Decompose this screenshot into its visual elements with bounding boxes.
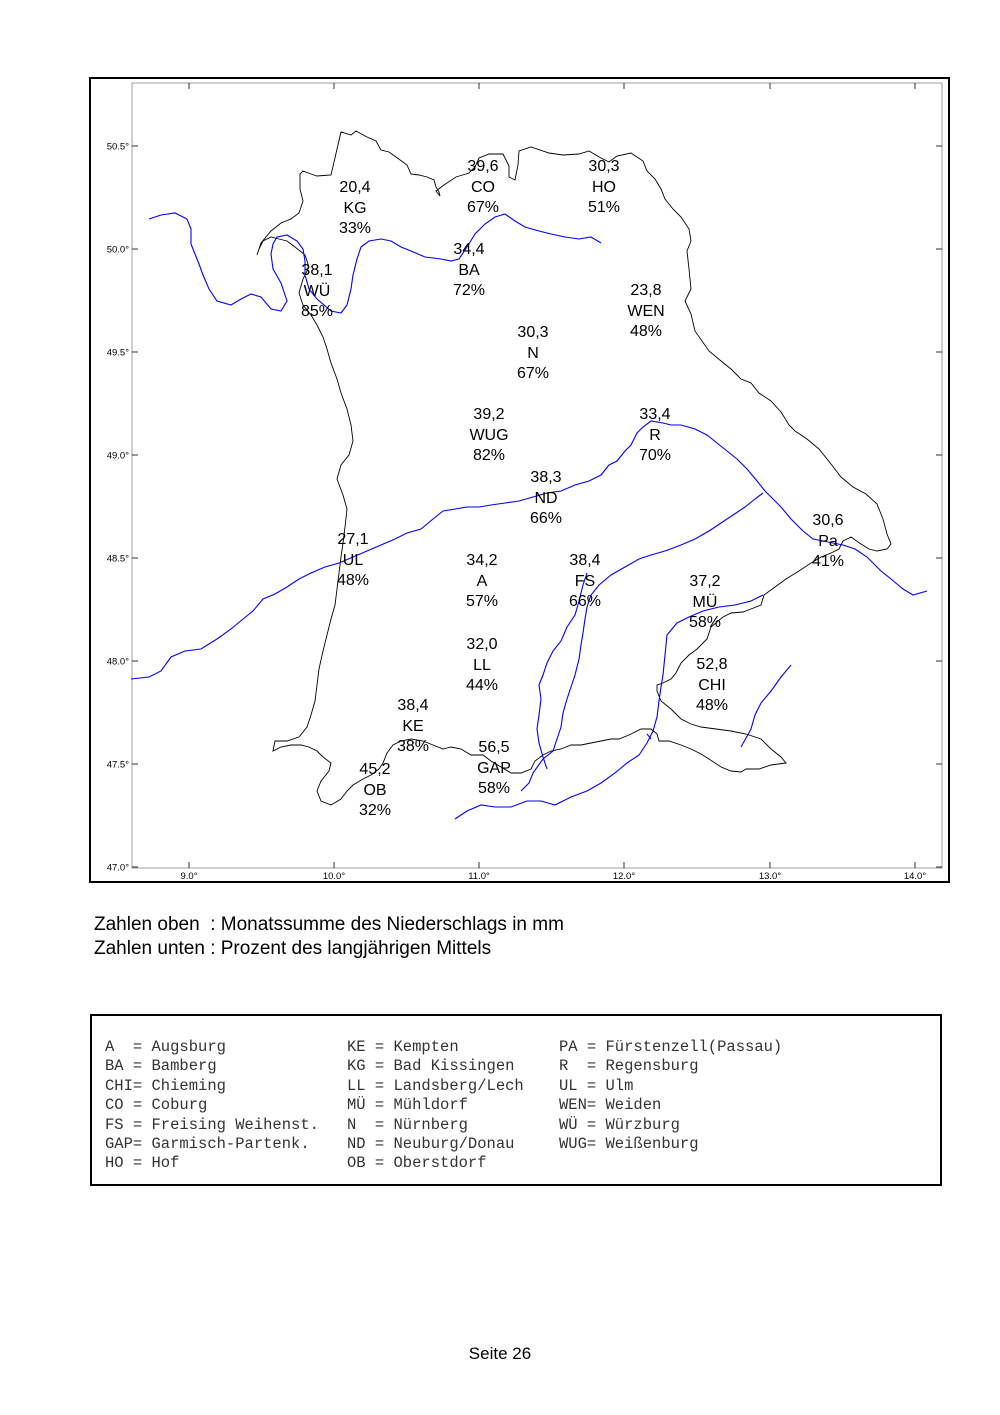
legend-entry: OB = Oberstdorf <box>347 1154 487 1173</box>
station-code: FS <box>574 572 596 590</box>
caption-line-bottom: Zahlen unten : Prozent des langjährigen Mittels <box>94 938 492 959</box>
lon-tick-label: 10.0° <box>322 871 346 881</box>
legend-entry: KG = Bad Kissingen <box>347 1057 515 1076</box>
legend-entry: WUG= Weißenburg <box>559 1135 699 1154</box>
map-frame <box>89 77 950 883</box>
caption-line-top: Zahlen oben : Monatssumme des Niederschlags in mm <box>94 914 564 935</box>
precipitation-map <box>91 79 948 881</box>
legend-column-2 <box>347 1038 524 1174</box>
station-value: 34,4 <box>453 241 485 258</box>
lon-tick-label: 14.0° <box>903 871 927 881</box>
station-code: CO <box>471 178 495 196</box>
station-percent: 67% <box>516 365 550 383</box>
station-percent: 32% <box>358 802 392 820</box>
station-code: GAP <box>477 759 511 777</box>
station-value: 45,2 <box>359 761 391 778</box>
station-code: N <box>527 344 539 362</box>
station-code: A <box>476 572 488 590</box>
station-percent: 38% <box>396 738 430 756</box>
station-value: 27,1 <box>337 531 369 548</box>
river-main <box>149 213 601 313</box>
station-value: 30,3 <box>588 158 620 175</box>
lat-tick-label: 49.5° <box>106 347 129 359</box>
station-code: BA <box>458 261 480 279</box>
station-gap <box>477 738 511 800</box>
station-percent: 67% <box>466 199 500 217</box>
caption <box>94 913 564 961</box>
legend-column-1 <box>105 1038 319 1174</box>
lon-tick-label: 12.0° <box>612 871 636 881</box>
river-danube <box>131 421 927 679</box>
lat-tick-label: 50.0° <box>106 244 129 256</box>
station-value: 39,6 <box>467 158 499 175</box>
station-code: LL <box>473 656 491 674</box>
station-code: Pa <box>818 532 838 550</box>
station-ob <box>359 760 391 822</box>
legend-entry: A = Augsburg <box>105 1038 226 1056</box>
station-ul <box>337 530 369 592</box>
lon-tick-label: 13.0° <box>758 871 782 881</box>
legend-entry: FS = Freising Weihenst. <box>105 1115 319 1134</box>
legend-entry: GAP= Garmisch-Partenk. <box>105 1135 310 1154</box>
station-percent: 33% <box>338 220 372 238</box>
station-code: UL <box>342 551 364 569</box>
legend-entry: MÜ = Mühldorf <box>347 1096 468 1115</box>
legend-entry: WÜ = Würzburg <box>559 1115 680 1134</box>
lat-tick-label: 47.0° <box>106 862 129 874</box>
legend-entry: CHI= Chieming <box>105 1076 226 1095</box>
legend-entry: LL = Landsberg/Lech <box>347 1076 524 1095</box>
legend-entry: BA = Bamberg <box>105 1057 217 1076</box>
station-value: 39,2 <box>473 406 505 423</box>
station-value: 38,1 <box>301 262 333 279</box>
station-code: MÜ <box>692 593 718 611</box>
legend-entry: WEN= Weiden <box>559 1096 662 1115</box>
station-ll <box>466 635 498 697</box>
station-percent: 57% <box>465 593 499 611</box>
station-n <box>517 323 549 385</box>
station-wü <box>301 261 333 323</box>
latitude-axis <box>107 142 942 874</box>
station-percent: 70% <box>638 447 672 465</box>
abbreviation-legend <box>90 1014 942 1186</box>
station-value: 34,2 <box>466 552 498 569</box>
legend-entry: HO = Hof <box>105 1154 180 1173</box>
lat-tick-label: 49.0° <box>106 450 129 462</box>
station-value: 20,4 <box>339 179 371 196</box>
station-value: 23,8 <box>630 282 662 299</box>
station-code: R <box>649 426 661 444</box>
station-r <box>639 405 671 467</box>
station-value: 52,8 <box>696 656 728 673</box>
lat-tick-label: 50.5° <box>106 141 129 153</box>
station-wug <box>469 405 508 467</box>
legend-entry: KE = Kempten <box>347 1038 459 1056</box>
legend-entry: UL = Ulm <box>559 1076 634 1095</box>
station-code: ND <box>534 489 558 507</box>
station-co <box>467 157 499 219</box>
station-nd <box>530 468 562 530</box>
station-code: WÜ <box>303 282 331 300</box>
station-value: 37,2 <box>689 573 721 590</box>
legend-entry: ND = Neuburg/Donau <box>347 1135 515 1154</box>
station-a <box>466 551 498 613</box>
lat-tick-label: 47.5° <box>106 759 129 771</box>
station-wen <box>627 281 664 343</box>
station-value: 56,5 <box>478 739 510 756</box>
station-pa <box>812 511 844 573</box>
station-value: 33,4 <box>639 406 671 423</box>
river-isar <box>521 493 763 791</box>
station-value: 30,6 <box>812 512 844 529</box>
lat-tick-label: 48.5° <box>106 553 129 565</box>
station-percent: 51% <box>587 199 621 217</box>
legend-entry: R = Regensburg <box>559 1057 699 1076</box>
station-percent: 58% <box>477 780 511 798</box>
lon-tick-label: 11.0° <box>468 871 490 881</box>
station-percent: 82% <box>472 447 506 465</box>
station-ke <box>397 696 429 758</box>
station-percent: 66% <box>568 593 602 611</box>
page-number: Seite 26 <box>468 1344 532 1363</box>
station-fs <box>569 551 601 613</box>
legend-entry: CO = Coburg <box>105 1096 208 1115</box>
legend-column-3 <box>559 1038 782 1154</box>
station-value: 32,0 <box>466 636 498 653</box>
station-percent: 48% <box>336 572 370 590</box>
legend-entry: PA = Fürstenzell(Passau) <box>559 1038 783 1056</box>
station-code: CHI <box>698 676 726 694</box>
station-percent: 85% <box>300 303 334 321</box>
station-ba <box>453 240 485 302</box>
station-value: 30,3 <box>517 324 549 341</box>
station-percent: 44% <box>465 677 499 695</box>
station-ho <box>588 157 620 219</box>
station-code: WEN <box>627 302 665 320</box>
station-value: 38,4 <box>569 552 601 569</box>
lon-tick-label: 9.0° <box>180 871 198 881</box>
station-value: 38,3 <box>530 469 562 486</box>
station-code: KG <box>343 199 367 217</box>
station-percent: 72% <box>452 282 486 300</box>
station-kg <box>339 178 371 240</box>
station-percent: 58% <box>688 614 722 632</box>
station-value: 38,4 <box>397 697 429 714</box>
station-percent: 48% <box>695 697 729 715</box>
station-percent: 48% <box>629 323 663 341</box>
station-code: KE <box>402 717 424 735</box>
station-mü <box>689 572 721 634</box>
station-percent: 66% <box>529 510 563 528</box>
station-code: OB <box>363 781 387 799</box>
station-code: WUG <box>469 426 509 444</box>
station-code: HO <box>592 178 616 196</box>
station-percent: 41% <box>811 553 845 571</box>
legend-entry: N = Nürnberg <box>347 1115 468 1134</box>
lat-tick-label: 48.0° <box>106 656 129 668</box>
station-chi <box>696 655 728 717</box>
